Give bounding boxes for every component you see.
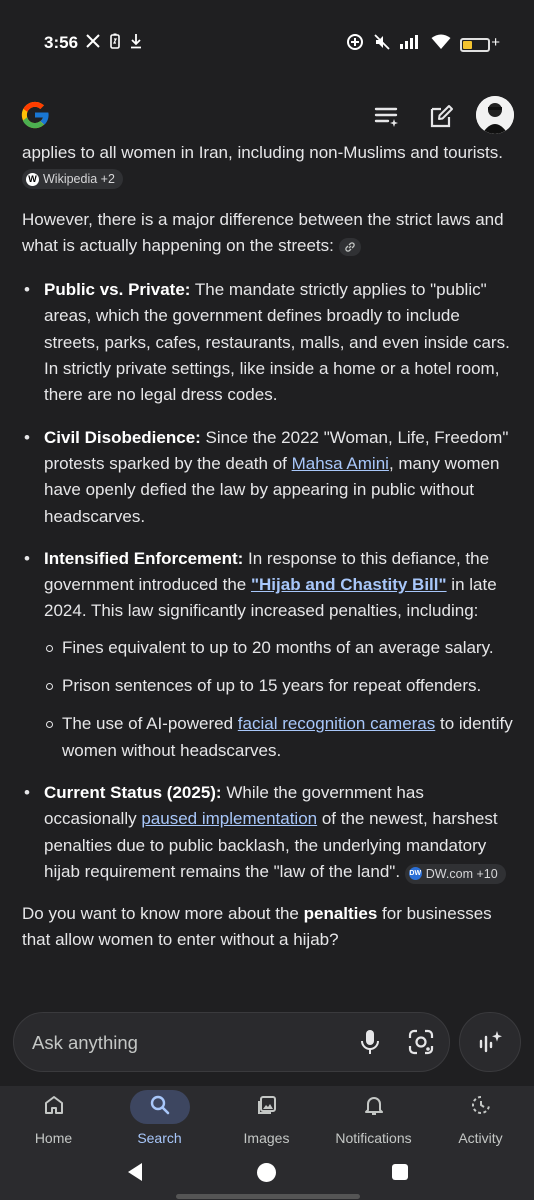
answer-paragraph (22, 140, 514, 193)
activity-icon (470, 1094, 492, 1121)
bullet-text: While the government has occasionally (44, 782, 424, 829)
recents-icon[interactable] (392, 1164, 408, 1180)
sub-item-text: to identify women without headscarves. (62, 714, 513, 760)
nav-label: Images (243, 1130, 290, 1146)
x-app-icon (86, 34, 100, 53)
sub-list-item (44, 711, 514, 764)
paragraph-text: for businesses that allow women to enter without a hijab? (22, 904, 492, 950)
data-saver-icon (346, 33, 364, 56)
home-button-icon[interactable] (257, 1163, 276, 1182)
nav-home[interactable] (0, 1086, 107, 1150)
dw-icon: DW (409, 867, 422, 880)
list-item (22, 546, 514, 764)
source-chip-dw[interactable] (405, 864, 506, 884)
link-facial-recognition[interactable]: facial recognition cameras (237, 714, 436, 734)
nav-label: Activity (458, 1130, 503, 1146)
nav-notifications[interactable] (320, 1086, 427, 1150)
download-icon (130, 33, 142, 54)
bullet-text: In response to this defiance, the government introduced the (44, 548, 490, 595)
status-bar (0, 0, 534, 88)
nav-label: Home (34, 1130, 73, 1146)
gesture-handle (176, 1194, 360, 1199)
source-chip-wikipedia[interactable] (22, 169, 123, 189)
follow-up-question (22, 901, 514, 954)
bell-icon (363, 1094, 385, 1121)
sub-list-item (44, 635, 514, 661)
bullet-text: The mandate strictly applies to "public" areas, which the government defines broadly to include streets, parks, cafes, restaurants, malls, and even inside cars. In strictly private settings, like inside a home or a hotel room, there are no legal dress codes. (44, 280, 510, 405)
bullet-list (22, 277, 514, 885)
link-paused-implementation[interactable]: paused implementation (141, 809, 318, 829)
link-icon[interactable] (339, 238, 361, 256)
sub-list-item (44, 673, 514, 699)
link-mahsa-amini[interactable]: Mahsa Amini (291, 453, 389, 473)
sub-list (44, 635, 514, 764)
bottom-navigation (0, 1086, 534, 1150)
new-chat-icon[interactable] (428, 102, 456, 130)
sub-item-text: Prison sentences of up to 15 years for repeat offenders. (62, 676, 482, 696)
nav-search[interactable] (106, 1086, 213, 1150)
nav-label: Search (137, 1130, 182, 1146)
source-chip-label: DW.com +10 (425, 866, 498, 881)
wikipedia-icon: W (26, 173, 39, 186)
avatar[interactable] (476, 96, 514, 134)
back-icon[interactable] (126, 1162, 144, 1187)
battery-saver-icon (110, 33, 120, 54)
bullet-title: Civil Disobedience: (44, 427, 201, 447)
search-icon (149, 1094, 171, 1121)
bullet-text: Since the 2022 "Woman, Life, Freedom" protests sparked by the death of (44, 427, 509, 473)
bullet-text: , many women have openly defied the law by appearing in public without headscarves. (44, 453, 500, 526)
ai-mode-voice-button[interactable] (459, 1012, 521, 1072)
bullet-title: Public vs. Private: (44, 280, 191, 300)
lens-icon[interactable] (408, 1029, 434, 1055)
home-icon (43, 1094, 65, 1121)
nav-label: Notifications (335, 1130, 412, 1146)
bullet-title: Intensified Enforcement: (44, 548, 244, 568)
link-hijab-bill[interactable]: "Hijab and Chastity Bill" (250, 575, 447, 595)
sub-item-text: Fines equivalent to up to 20 months of an average salary. (62, 637, 494, 657)
source-chip-label: Wikipedia +2 (43, 172, 115, 187)
sub-item-text: The use of AI-powered (62, 714, 238, 734)
bullet-text: in late 2024. This law significantly increased penalties, including: (44, 575, 497, 621)
nav-images[interactable] (213, 1086, 320, 1150)
bullet-text: of the newest, harshest penalties due to public backlash, the underlying mandatory hijab requirement remains the "law of the land". (44, 809, 498, 881)
nav-activity[interactable] (427, 1086, 534, 1150)
wifi-icon (431, 34, 451, 55)
ask-input-bar[interactable] (13, 1012, 450, 1072)
mic-icon[interactable] (358, 1029, 382, 1055)
app-header (0, 88, 534, 148)
ai-answer-content (22, 140, 514, 968)
mute-icon (373, 33, 391, 56)
answer-paragraph (22, 207, 514, 260)
ask-input-placeholder[interactable]: Ask anything (32, 1032, 138, 1053)
list-item (22, 425, 514, 530)
paragraph-text: However, there is a major difference between the strict laws and what is actually happening on the streets: (22, 209, 504, 255)
google-logo[interactable] (18, 98, 52, 132)
list-item (22, 780, 514, 885)
bullet-title: Current Status (2025): (44, 782, 222, 802)
paragraph-text: applies to all women in Iran, including non-Muslims and tourists. (22, 143, 503, 162)
battery-icon: + (460, 38, 490, 52)
bold-text: penalties (303, 904, 378, 924)
list-item (22, 277, 514, 408)
system-navigation-bar (0, 1150, 534, 1200)
images-icon (256, 1094, 278, 1121)
status-time: 3:56 (44, 33, 79, 52)
signal-icon (400, 35, 422, 54)
ai-mode-history-icon[interactable] (373, 102, 401, 130)
paragraph-text: Do you want to know more about the (22, 904, 304, 924)
